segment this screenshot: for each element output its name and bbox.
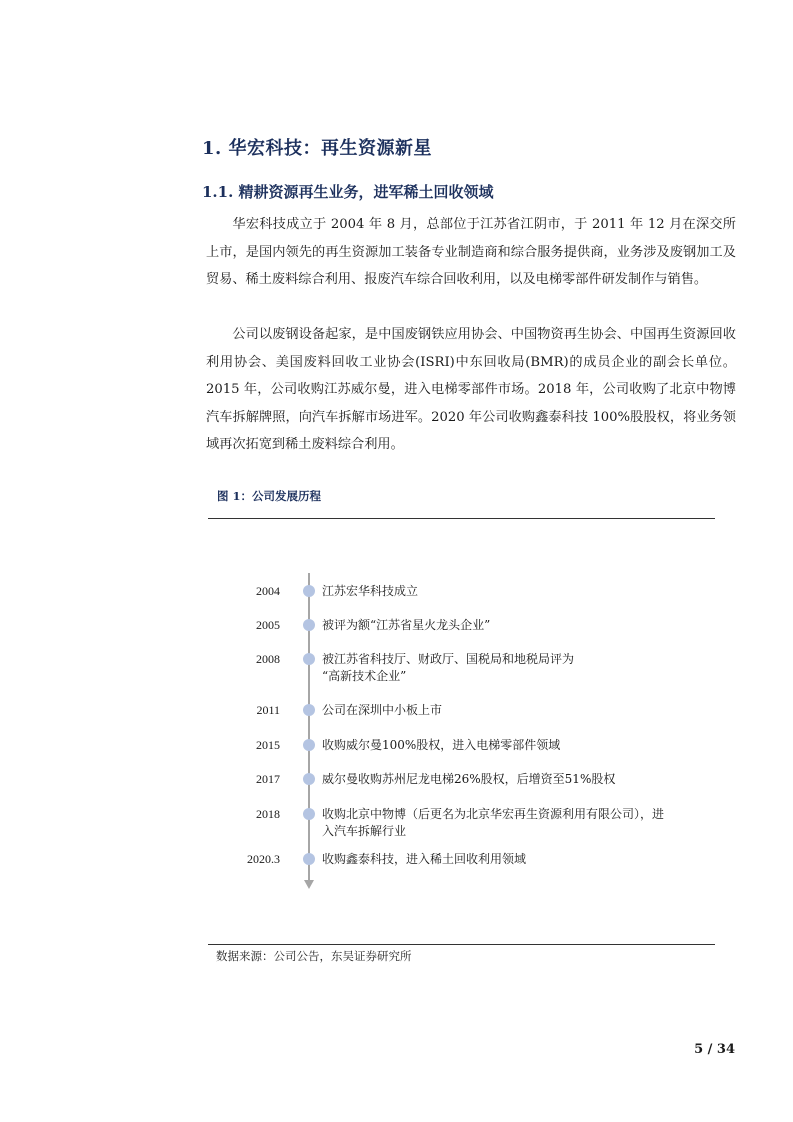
timeline-year: 2011: [256, 703, 280, 717]
timeline-text: 收购威尔曼100%股权，进入电梯零部件领域: [322, 738, 561, 752]
timeline-year: 2004: [256, 584, 280, 598]
timeline-text: 被评为额“江苏省星火龙头企业”: [322, 618, 491, 632]
timeline-event: [0, 738, 793, 758]
timeline-event: [0, 652, 793, 683]
timeline-text: 收购鑫泰科技，进入稀土回收利用领域: [322, 852, 527, 866]
timeline-event: [0, 584, 793, 604]
timeline-event: [0, 618, 793, 638]
paragraph-company-intro: 华宏科技成立于 2004 年 8 月，总部位于江苏省江阴市，于 2011 年 12 月在深交所上市，是国内领先的再生资源加工装备专业制造商和综合服务提供商，业务涉及废钢加工及贸易、稀土废料综合利用、报废汽车综合回收利用，以及电梯零部件研发制作与销售。: [206, 217, 736, 287]
timeline-text: 收购北京中物博（后更名为北京华宏再生资源利用有限公司），进 入汽车拆解行业: [322, 807, 665, 838]
timeline-year: 2005: [256, 618, 280, 632]
timeline-event: [0, 852, 793, 872]
section-heading: 1. 华宏科技：再生资源新星: [202, 138, 433, 159]
figure-top-rule: [208, 518, 715, 519]
timeline-event: [0, 772, 793, 792]
timeline-year: 2020.3: [247, 852, 280, 866]
timeline-year: 2008: [256, 652, 280, 666]
timeline-year: 2018: [256, 807, 280, 821]
timeline-year: 2017: [256, 772, 280, 786]
figure-title: 图 1：公司发展历程: [217, 489, 322, 503]
figure-source: 数据来源：公司公告，东吴证券研究所: [216, 949, 412, 963]
timeline-event: [0, 807, 793, 838]
timeline-dot-icon: [303, 704, 315, 716]
timeline-dot-icon: [303, 585, 315, 597]
page-number: 5 / 34: [694, 1042, 735, 1057]
timeline-dot-icon: [303, 619, 315, 631]
timeline-text: 威尔曼收购苏州尼龙电梯26%股权，后增资至51%股权: [322, 772, 616, 786]
timeline-text: 江苏宏华科技成立: [322, 584, 419, 598]
timeline-text: 被江苏省科技厅、财政厅、国税局和地税局评为 “高新技术企业”: [322, 652, 575, 683]
timeline-dot-icon: [303, 773, 315, 785]
timeline-dot-icon: [303, 739, 315, 751]
timeline-year: 2015: [256, 738, 280, 752]
timeline-dot-icon: [303, 653, 315, 665]
figure-bottom-rule: [208, 944, 715, 945]
timeline-arrow-icon: [304, 880, 314, 889]
timeline-event: [0, 703, 793, 723]
paragraph-company-history: 公司以废钢设备起家，是中国废钢铁应用协会、中国物资再生协会、中国再生资源回收利用协会、美国废料回收工业协会(ISRI)中东回收局(BMR)的成员企业的副会长单位。2015 年，公司收购江苏威尔曼，进入电梯零部件市场。2018 年，公司收购了北京中物博汽车拆解牌照，向汽车拆解市场进军。2020 年公司收购鑫泰科技 100%股股权，将业务领域再次拓宽到稀土废料综合利用。: [206, 327, 736, 452]
subsection-heading: 1.1. 精耕资源再生业务，进军稀土回收领域: [202, 183, 494, 201]
timeline-dot-icon: [303, 853, 315, 865]
timeline-dot-icon: [303, 808, 315, 820]
timeline-text: 公司在深圳中小板上市: [322, 703, 443, 717]
